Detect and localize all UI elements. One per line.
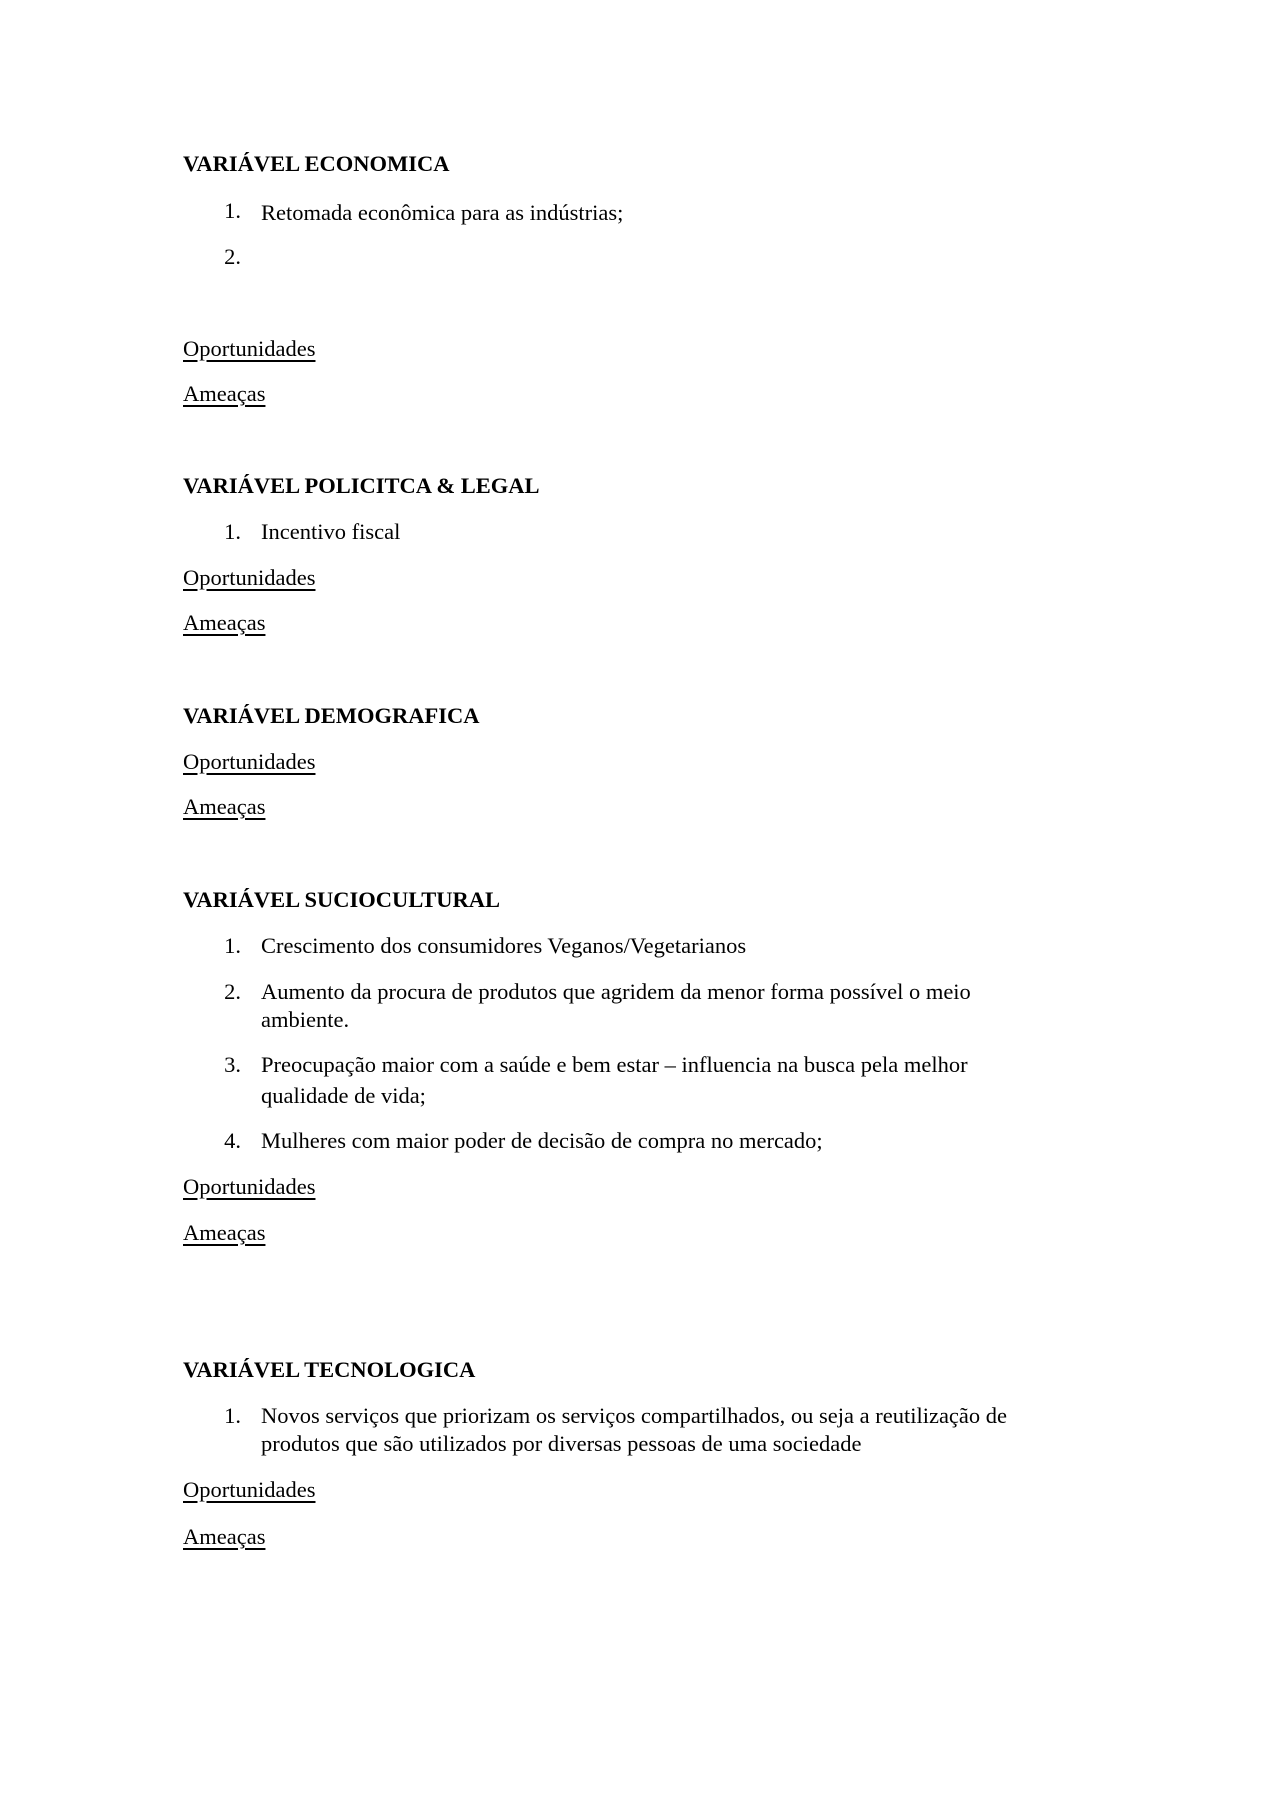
list-number: 1. [224,1403,241,1428]
list-number: 2. [224,979,241,1004]
list-item: Retomada econômica para as indústrias; [261,200,624,225]
list-number: 1. [224,198,241,223]
list-number: 1. [224,933,241,958]
list-item: Aumento da procura de produtos que agridem da menor forma possível o meio [261,979,971,1004]
list-number: 2. [224,244,241,269]
list-item-continuation: qualidade de vida; [261,1083,426,1108]
list-item-continuation: produtos que são utilizados por diversas pessoas de uma sociedade [261,1431,862,1456]
list-number: 3. [224,1052,241,1077]
section-heading-politica-legal: VARIÁVEL POLICITCA & LEGAL [183,473,540,498]
list-item: Crescimento dos consumidores Veganos/Vegetarianos [261,933,747,958]
list-number: 1. [224,519,241,544]
opportunities-label: Oportunidades [183,336,316,361]
section-heading-economica: VARIÁVEL ECONOMICA [183,151,450,176]
opportunities-label: Oportunidades [183,1174,316,1199]
opportunities-label: Oportunidades [183,749,316,774]
opportunities-label: Oportunidades [183,565,316,590]
threats-label: Ameaças [183,1524,266,1549]
section-heading-sociocultural: VARIÁVEL SUCIOCULTURAL [183,887,500,912]
list-item: Novos serviços que priorizam os serviços compartilhados, ou seja a reutilização de [261,1403,1008,1428]
opportunities-label: Oportunidades [183,1477,316,1502]
list-item: Preocupação maior com a saúde e bem estar – influencia na busca pela melhor [261,1052,968,1077]
threats-label: Ameaças [183,1220,266,1245]
section-heading-demografica: VARIÁVEL DEMOGRAFICA [183,703,480,728]
list-item-continuation: ambiente. [261,1007,350,1032]
threats-label: Ameaças [183,381,266,406]
threats-label: Ameaças [183,610,266,635]
threats-label: Ameaças [183,794,266,819]
section-heading-tecnologica: VARIÁVEL TECNOLOGICA [183,1357,476,1382]
list-item: Mulheres com maior poder de decisão de compra no mercado; [261,1128,823,1153]
list-number: 4. [224,1128,241,1153]
list-item: Incentivo fiscal [261,519,401,544]
